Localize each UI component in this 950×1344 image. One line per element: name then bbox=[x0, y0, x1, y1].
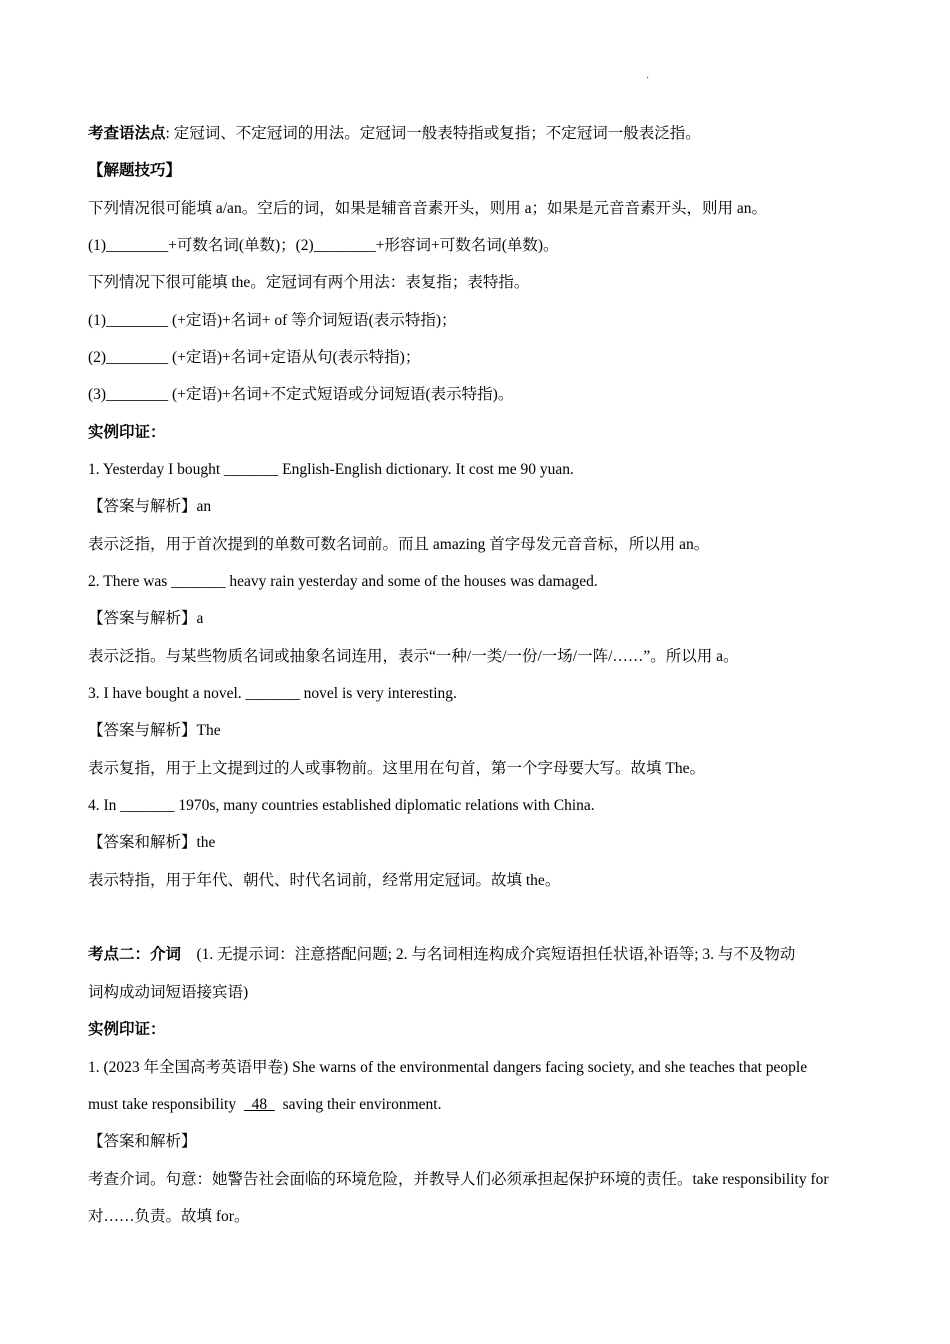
tip-line: 下列情况很可能填 a/an。空后的词，如果是辅音音素开头，则用 a；如果是元音音素开头，则用 an。 bbox=[88, 200, 767, 217]
example2-question-cont bbox=[88, 1095, 441, 1115]
grammar-point-text: : 定冠词、不定冠词的用法。定冠词一般表特指或复指；不定冠词一般表泛指。 bbox=[165, 125, 701, 142]
example-explanation: 表示特指，用于年代、朝代、时代名词前，经常用定冠词。故填 the。 bbox=[88, 872, 561, 889]
example-question: 4. In _______ 1970s, many countries established diplomatic relations with China. bbox=[88, 797, 595, 814]
example-question: 3. I have bought a novel. _______ novel is very interesting. bbox=[88, 685, 457, 702]
example-answer: 【答案与解析】an bbox=[88, 498, 212, 515]
example2-explanation-cont: 对……负责。故填 for。 bbox=[88, 1208, 250, 1225]
tip-line: (1)________+可数名词(单数)；(2)________+形容词+可数名词(单数)。 bbox=[88, 237, 559, 254]
example-answer: 【答案和解析】the bbox=[88, 834, 216, 851]
example2-question: 1. (2023 年全国高考英语甲卷) She warns of the environmental dangers facing society, and she teaches that people bbox=[88, 1059, 808, 1076]
tips-heading: 【解题技巧】 bbox=[88, 162, 182, 179]
example2-explanation: 考查介词。句意：她警告社会面临的环境危险，并教导人们必须承担起保护环境的责任。take responsibility for bbox=[88, 1171, 829, 1188]
point-two-line bbox=[88, 945, 795, 965]
examples2-heading: 实例印证： bbox=[88, 1021, 166, 1038]
example-question: 2. There was _______ heavy rain yesterday and some of the houses was damaged. bbox=[88, 573, 598, 590]
example2-answer: 【答案和解析】 bbox=[88, 1133, 197, 1150]
example2-blank: 48 bbox=[243, 1096, 275, 1113]
grammar-point-label: 考查语法点 bbox=[88, 125, 166, 142]
point-two-label: 考点二：介词 bbox=[88, 946, 182, 963]
tip-line: 下列情况下很可能填 the。定冠词有两个用法：表复指；表特指。 bbox=[88, 274, 530, 291]
point-two-text: (1. 无提示词：注意搭配问题; 2. 与名词相连构成介宾短语担任状语,补语等; 3. 与不及物动 bbox=[196, 946, 796, 963]
example-question: 1. Yesterday I bought _______ English-English dictionary. It cost me 90 yuan. bbox=[88, 461, 574, 478]
examples-heading: 实例印证： bbox=[88, 424, 166, 441]
tip-line: (3)________ (+定语)+名词+不定式短语或分词短语(表示特指)。 bbox=[88, 386, 514, 403]
example-answer: 【答案与解析】a bbox=[88, 610, 204, 627]
example-explanation: 表示复指，用于上文提到过的人或事物前。这里用在句首，第一个字母要大写。故填 The。 bbox=[88, 760, 705, 777]
tip-line: (1)________ (+定语)+名词+ of 等介词短语(表示特指)； bbox=[88, 312, 457, 329]
example-answer: 【答案与解析】The bbox=[88, 722, 221, 739]
tip-line: (2)________ (+定语)+名词+定语从句(表示特指)； bbox=[88, 349, 421, 366]
example2-post: saving their environment. bbox=[282, 1096, 442, 1113]
example-explanation: 表示泛指，用于首次提到的单数可数名词前。而且 amazing 首字母发元音音标，所以用 an。 bbox=[88, 536, 710, 553]
point-two-text-cont: 词构成动词短语接宾语) bbox=[88, 984, 249, 1001]
page-mark: · bbox=[646, 73, 650, 84]
grammar-point-line bbox=[88, 124, 701, 144]
example2-pre: must take responsibility bbox=[88, 1096, 237, 1113]
example-explanation: 表示泛指。与某些物质名词或抽象名词连用，表示“一种/一类/一份/一场/一阵/……”。所以用 a。 bbox=[88, 648, 739, 665]
